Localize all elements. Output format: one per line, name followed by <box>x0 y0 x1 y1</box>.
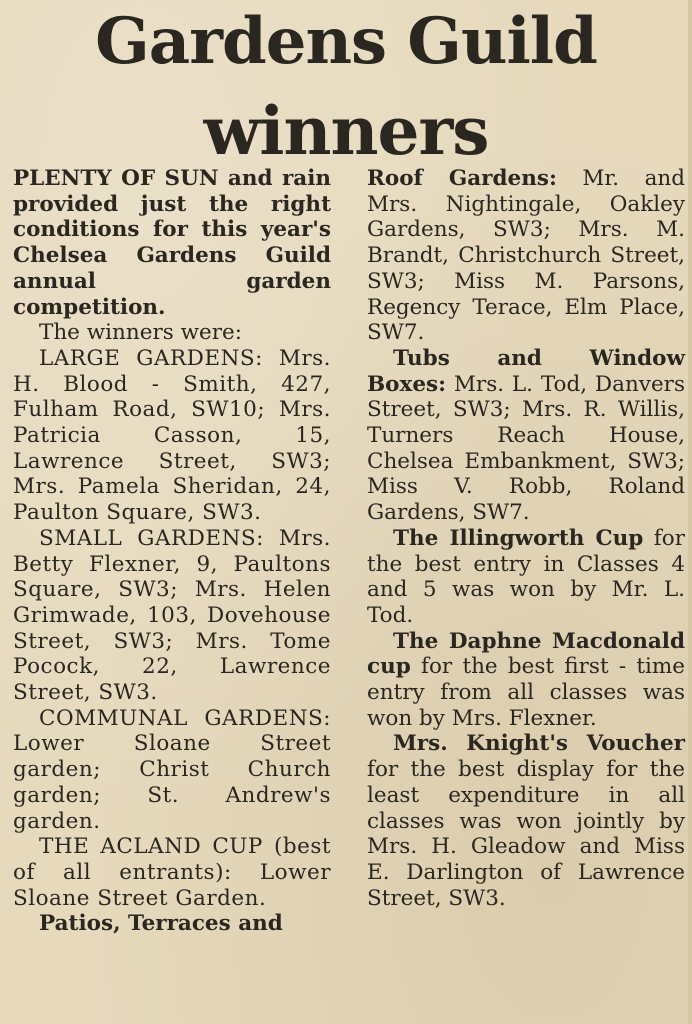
roof-gardens-text: Mr. and Mrs. Nightingale, Oakley Gardens, SW3; Mrs. M. Brandt, Christchurch Street, SW3; Miss M. Parsons, Regency Terace, Elm Place, SW7. <box>367 166 685 346</box>
illingworth-paragraph <box>367 526 685 629</box>
macdonald-paragraph <box>367 629 685 732</box>
voucher-paragraph <box>367 731 685 911</box>
voucher-text: for the best display for the least expenditure in all classes was won jointly by Mrs. H. Gleadow and Miss E. Darlington of Lawrence Street, SW3. <box>367 757 685 911</box>
acland-cup-paragraph: THE ACLAND CUP (best of all entrants): Lower Sloane Street Garden. <box>13 834 331 911</box>
macdonald-text: for the best first - time entry from all classes was won by Mrs. Flexner. <box>367 654 685 731</box>
winners-intro: The winners were: <box>39 320 242 346</box>
illingworth-text: for the best entry in Classes 4 and 5 was won by Mr. L. Tod. <box>367 525 685 628</box>
communal-gardens-paragraph: COMMUNAL GARDENS: Lower Sloane Street garden; Christ Church garden; St. Andrew's garden. <box>13 705 331 834</box>
voucher-heading: Mrs. Knight's Voucher <box>393 731 685 757</box>
small-gardens-paragraph: SMALL GARDENS: Mrs. Betty Flexner, 9, Paultons Square, SW3; Mrs. Helen Grimwade, 103, Dovehouse Street, SW3; Mrs. Tome Pocock, 22, Lawrence Street, SW3. <box>13 525 331 706</box>
tubs-paragraph <box>367 346 685 526</box>
right-column <box>367 166 685 911</box>
roof-gardens-heading: Roof Gardens: <box>367 166 557 191</box>
large-gardens-paragraph: LARGE GARDENS: Mrs. H. Blood - Smith, 427, Fulham Road, SW10; Mrs. Patricia Casson, 15, Lawrence Street, SW3; Mrs. Pamela Sheridan, 24, Paulton Square, SW3. <box>13 345 331 526</box>
headline-line-1: Gardens Guild <box>95 4 597 79</box>
tubs-heading: Tubs and Window Boxes: <box>367 345 685 397</box>
headline-line-2: winners <box>203 92 489 170</box>
patios-heading: Patios, Terraces and <box>39 911 283 937</box>
left-column <box>13 166 331 937</box>
roof-gardens-paragraph <box>367 166 685 346</box>
macdonald-heading: The Daphne Macdonald cup <box>367 628 685 680</box>
patios-paragraph <box>13 911 331 937</box>
illingworth-heading: The Illingworth Cup <box>393 525 644 551</box>
tubs-text: Mrs. L. Tod, Danvers Street, SW3; Mrs. R. Willis, Turners Reach House, Chelsea Embankment, SW3; Miss V. Robb, Roland Gardens, SW7. <box>367 371 685 526</box>
intro-paragraph: PLENTY OF SUN and rain provided just the right conditions for this year's Chelsea Gardens Guild annual garden competition. <box>13 166 331 320</box>
